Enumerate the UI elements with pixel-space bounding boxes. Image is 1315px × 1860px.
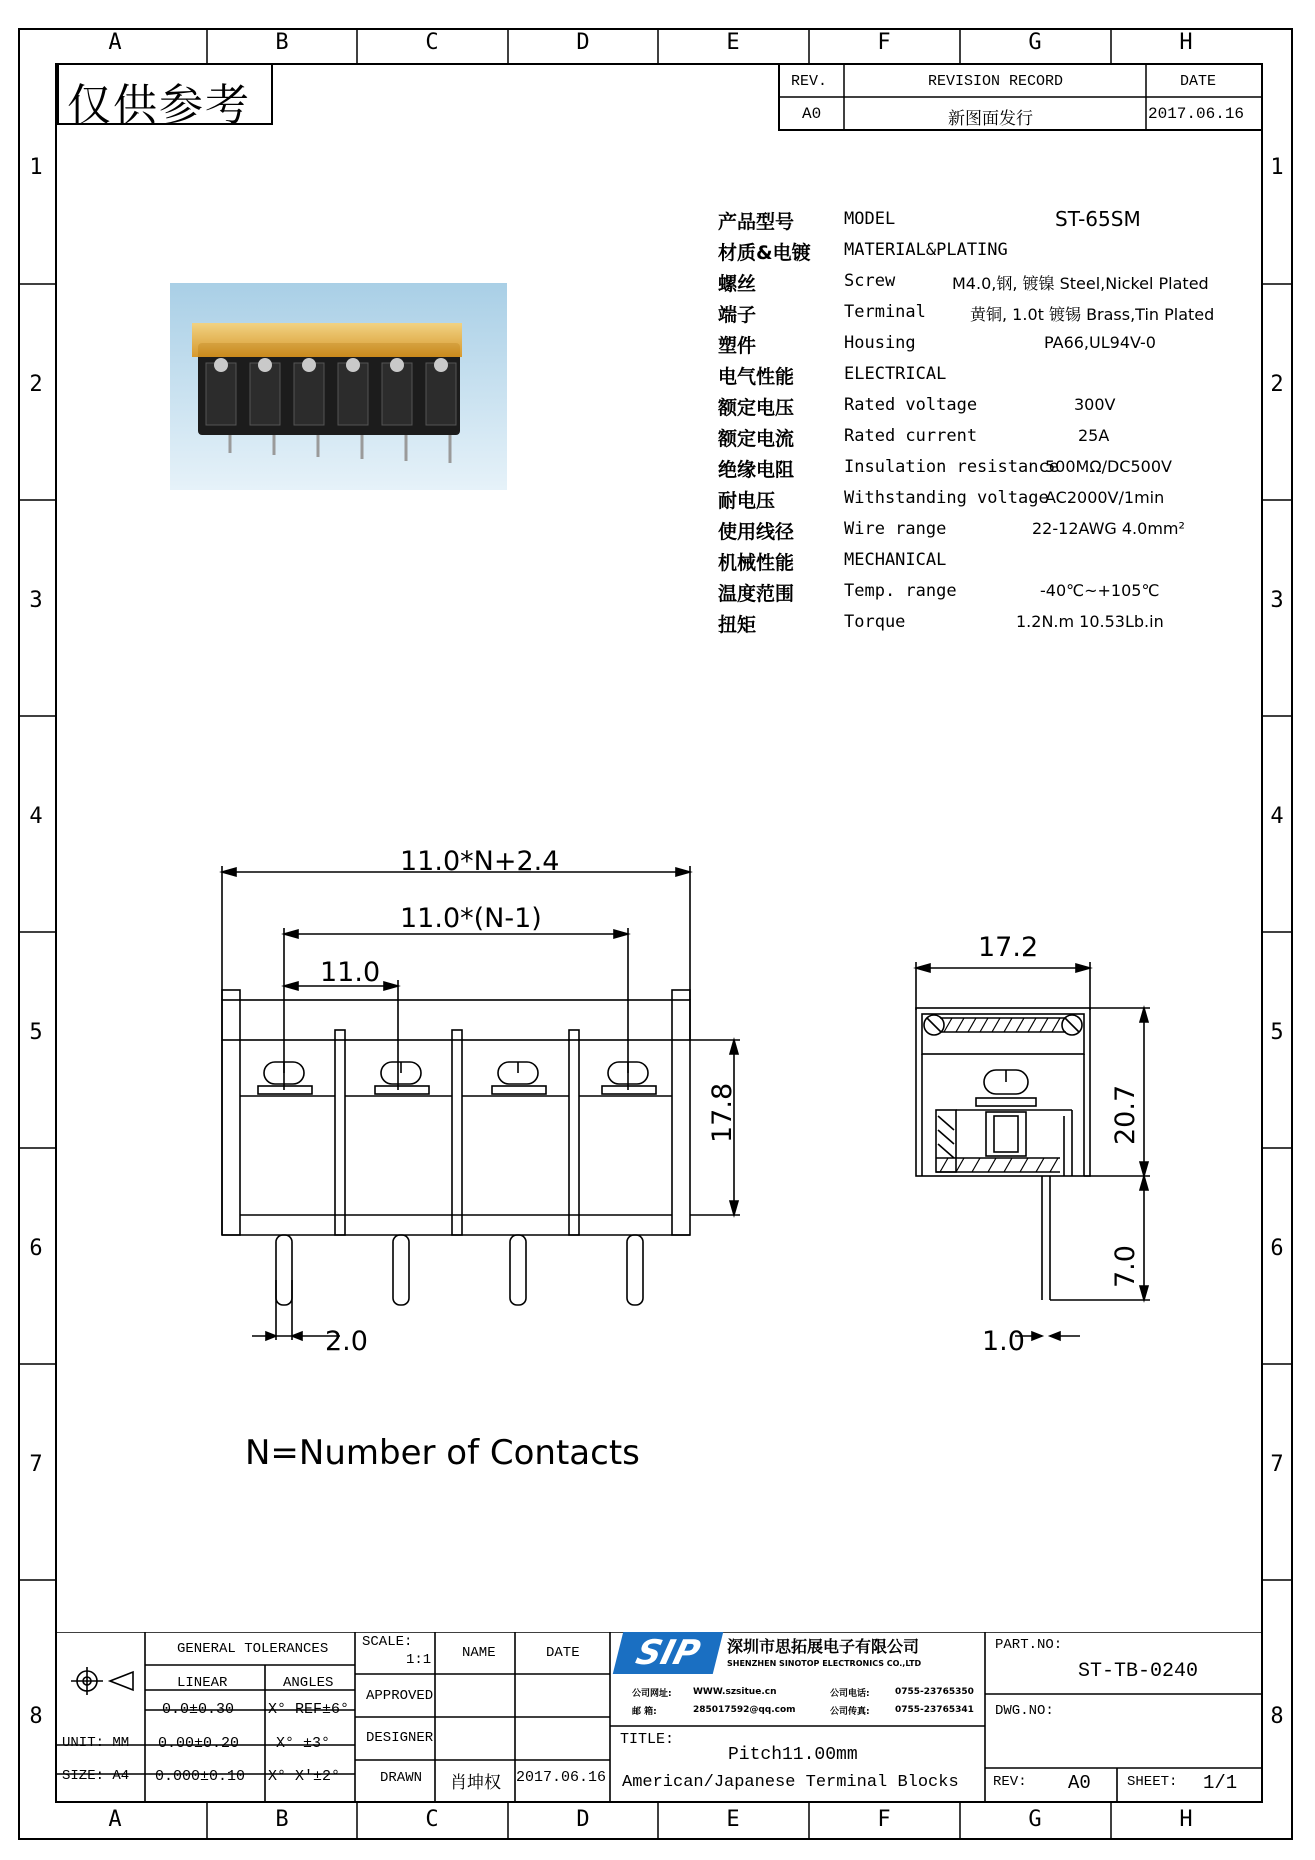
scale-label: SCALE: [362,1634,413,1650]
spec-cn: 螺丝 [718,273,757,295]
tel-label: 公司电话: [830,1689,870,1699]
spec-cn: 塑件 [718,335,757,357]
dim-overall: 11.0*N+2.4 [400,846,560,877]
unit-label: UNIT: MM [62,1735,130,1751]
tol3-linear: 0.000±0.10 [155,1768,246,1785]
dim-pitch-span: 11.0*(N-1) [400,903,542,934]
company-name-cn: 深圳市思拓展电子有限公司 [727,1637,920,1656]
scale-value: 1:1 [406,1652,432,1668]
zone-col-b-bottom: B [275,1807,289,1832]
zone-col-h-bottom: H [1179,1807,1193,1832]
spec-en: MECHANICAL [844,550,947,570]
zone-row-7: 7 [29,1452,43,1477]
mail-value: 285017592@qq.com [693,1705,796,1715]
zone-row-5-right: 5 [1270,1020,1284,1045]
zone-col-e-bottom: E [726,1807,740,1832]
spec-en: Housing [844,333,916,353]
spec-en: Temp. range [844,581,957,601]
zone-row-7-right: 7 [1270,1452,1284,1477]
date-label: DATE [546,1645,580,1661]
company-logo: SIP [613,1632,723,1674]
zone-col-a-bottom: A [108,1807,122,1832]
tol1-angle: X° REF±6° [268,1701,350,1718]
zone-col-b: B [275,30,289,55]
revision-date-value: 2017.06.16 [1148,105,1245,123]
zone-row-2-right: 2 [1270,372,1284,397]
name-label: NAME [462,1645,496,1661]
part-no-value: ST-TB-0240 [1078,1660,1199,1683]
tol2-angle: X° ±3° [276,1735,331,1752]
spec-en: Insulation resistance [844,457,1059,477]
mail-label: 邮 箱: [632,1707,657,1717]
tol2-linear: 0.00±0.20 [158,1735,240,1752]
spec-en: Wire range [844,519,947,539]
spec-table [718,207,1238,647]
zone-row-8: 8 [29,1704,43,1729]
spec-cn: 材质&电镀 [718,242,811,264]
title-line2: American/Japanese Terminal Blocks [622,1773,959,1792]
side-view-drawing [900,940,1160,1360]
spec-value: 500MΩ/DC500V [1045,457,1172,476]
zone-col-c-bottom: C [425,1807,439,1832]
spec-en: ELECTRICAL [844,364,947,384]
spec-cn: 耐电压 [718,490,776,512]
zone-row-6: 6 [29,1236,43,1261]
zone-row-4-right: 4 [1270,804,1284,829]
rev-value-title: A0 [1068,1772,1091,1794]
spec-value: M4.0,钢, 镀镍 Steel,Nickel Plated [952,274,1209,293]
zone-row-1-right: 1 [1270,155,1284,180]
zone-col-c: C [425,30,439,55]
tel-value: 0755-23765350 [895,1687,974,1697]
spec-value: 1.2N.m 10.53Lb.in [1016,612,1164,631]
fax-value: 0755-23765341 [895,1705,974,1715]
spec-value: AC2000V/1min [1045,488,1165,507]
spec-cn: 电气性能 [718,366,795,388]
dim-pitch: 11.0 [320,957,381,988]
dim-pin-width: 2.0 [325,1326,368,1357]
spec-value: 22-12AWG 4.0mm² [1032,519,1185,538]
spec-en: Torque [844,612,906,632]
zone-row-1: 1 [29,155,43,180]
zone-row-8-right: 8 [1270,1704,1284,1729]
dim-pin-thickness: 1.0 [982,1326,1025,1357]
title-label: TITLE: [620,1731,675,1748]
watermark-box [57,63,273,131]
zone-col-g-bottom: G [1028,1807,1042,1832]
approved-label: APPROVED [366,1688,434,1704]
zone-col-d: D [576,30,590,55]
drawn-name: 肖坤权 [450,1773,501,1793]
drawn-date: 2017.06.16 [516,1769,607,1786]
rev-label: REV: [993,1774,1027,1790]
spec-en: Terminal [844,302,926,322]
zone-row-5: 5 [29,1020,43,1045]
rev-value: A0 [802,105,822,123]
zone-row-6-right: 6 [1270,1236,1284,1261]
revision-record-value: 新图面发行 [948,109,1033,129]
zone-row-2: 2 [29,372,43,397]
spec-en: Rated voltage [844,395,978,415]
spec-cn: 产品型号 [718,211,795,233]
spec-cn: 温度范围 [718,583,795,605]
rev-header: REV. [791,73,828,90]
linear-label: LINEAR [177,1675,228,1691]
drawn-label: DRAWN [380,1770,423,1786]
dim-pin-length: 7.0 [1110,1245,1141,1288]
zone-row-3: 3 [29,588,43,613]
dim-height-side: 20.7 [1110,1084,1141,1145]
spec-en: Screw [844,271,896,291]
zone-row-4: 4 [29,804,43,829]
product-photo [170,283,507,490]
designer-label: DESIGNER [366,1730,434,1746]
part-no-label: PART.NO: [995,1637,1063,1653]
dim-height-front: 17.8 [707,1082,738,1143]
sheet-label: SHEET: [1127,1774,1178,1790]
watermark-text: 仅供参考 [67,80,251,131]
spec-value: 300V [1074,395,1116,414]
spec-cn: 额定电压 [718,397,795,419]
spec-cn: 机械性能 [718,552,795,574]
spec-value: PA66,UL94V-0 [1044,333,1156,352]
zone-col-f: F [877,30,891,55]
size-label: SIZE: A4 [62,1768,130,1784]
tol1-linear: 0.0±0.30 [162,1701,235,1718]
title-line1: Pitch11.00mm [728,1745,858,1765]
zone-col-f-bottom: F [877,1807,891,1832]
tol3-angle: X° X'±2° [268,1768,341,1785]
angles-label: ANGLES [283,1675,334,1691]
zone-col-a: A [108,30,122,55]
sheet-value: 1/1 [1203,1772,1238,1794]
contacts-note: N=Number of Contacts [245,1433,640,1473]
spec-cn: 绝缘电阻 [718,459,795,481]
revision-record-header: REVISION RECORD [928,73,1064,90]
dim-depth: 17.2 [978,932,1039,963]
zone-col-e: E [726,30,740,55]
zone-row-3-right: 3 [1270,588,1284,613]
spec-cn: 额定电流 [718,428,795,450]
dwg-no-label: DWG.NO: [995,1703,1054,1719]
spec-en: MATERIAL&PLATING [844,240,1008,260]
spec-en: Withstanding voltage [844,488,1049,508]
spec-en: MODEL [844,209,896,229]
spec-value: ST-65SM [1055,207,1141,231]
web-value: WWW.szsitue.cn [693,1687,777,1697]
zone-col-h: H [1179,30,1193,55]
spec-value: -40℃~+105℃ [1040,581,1160,600]
general-tolerances-label: GENERAL TOLERANCES [177,1641,329,1657]
spec-cn: 扭矩 [718,614,757,636]
spec-cn: 端子 [718,304,757,326]
zone-col-g: G [1028,30,1042,55]
spec-en: Rated current [844,426,978,446]
fax-label: 公司传真: [830,1707,870,1717]
web-label: 公司网址: [632,1689,672,1699]
zone-col-d-bottom: D [576,1807,590,1832]
spec-value: 黄铜, 1.0t 镀锡 Brass,Tin Plated [970,305,1215,324]
spec-value: 25A [1078,426,1110,445]
company-name-en: SHENZHEN SINOTOP ELECTRONICS CO.,LTD [727,1659,922,1668]
spec-cn: 使用线径 [718,521,795,543]
date-header: DATE [1180,73,1217,90]
